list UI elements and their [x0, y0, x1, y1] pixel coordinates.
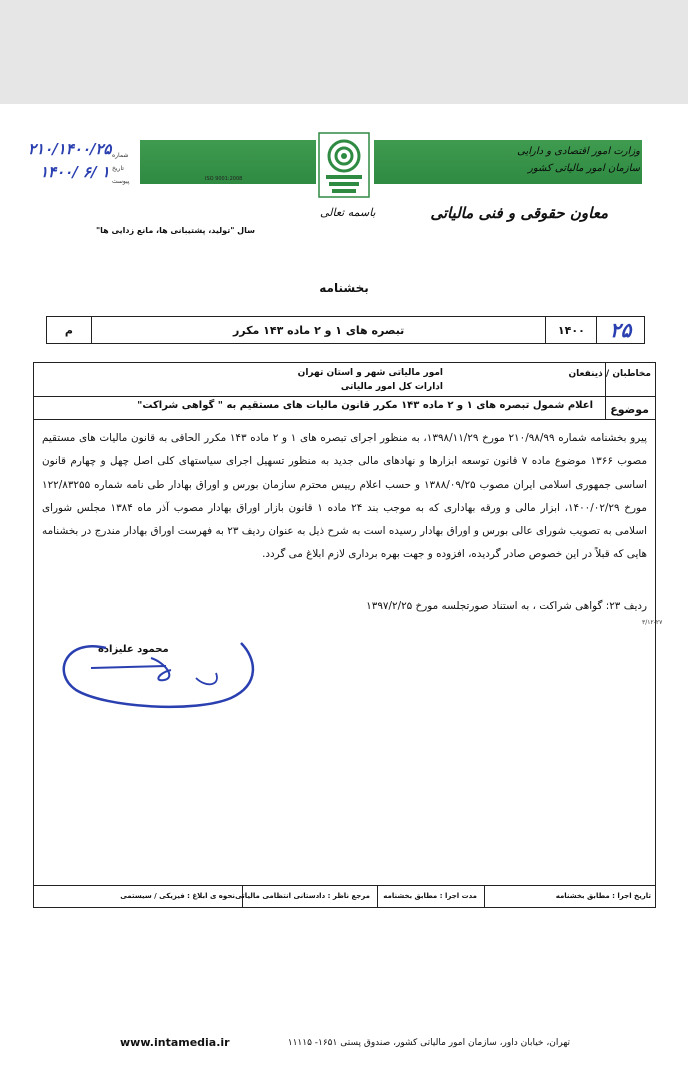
- label-number: شماره: [112, 152, 129, 159]
- signer-name: محمود علیزاده: [98, 644, 169, 655]
- circular-year: ۱۴۰۰: [557, 323, 585, 337]
- website-url: www.intamedia.ir: [120, 1036, 230, 1049]
- footer-sep-1: [484, 885, 485, 907]
- row-item: ردیف ۲۳: گواهی شراکت ، به استناد صورتجلسه مورخ ۱۳۹۷/۲/۲۵: [366, 600, 647, 612]
- top-bar: [0, 0, 688, 104]
- label-date: تاریخ: [112, 165, 124, 172]
- number-row-subject: تبصره های ۱ و ۲ ماده ۱۴۳ مکرر: [232, 323, 405, 337]
- iso-label: ISO 9001:2008: [205, 176, 243, 182]
- footer-sep-2: [377, 885, 378, 907]
- year-cell: [545, 317, 596, 343]
- year-slogan: سال "تولید، پشتیبانی ها، مانع زدایی ها": [96, 226, 255, 235]
- footer-authority: مرجع ناظر : دادستانی انتظامی مالیاتی: [235, 892, 370, 900]
- number-row: [46, 316, 645, 344]
- addressees-label: مخاطبان / ذینفعان: [568, 369, 651, 379]
- label-attachment: پیوست: [112, 178, 130, 185]
- letter-cell: [47, 317, 91, 343]
- postal-address: تهران، خیابان داور، سازمان امور مالیاتی کشور، صندوق پستی ۱۶۵۱- ۱۱۱۱۵: [287, 1038, 570, 1048]
- body-paragraph: [42, 427, 647, 567]
- signature-image: [46, 618, 266, 718]
- addressee-line-1: امور مالیاتی شهر و استان تهران: [297, 368, 443, 378]
- addressee-divider: [34, 396, 655, 397]
- footer-method: نحوه ی ابلاغ : فیزیکی / سیستمی: [120, 892, 235, 900]
- subject-label: موضوع: [610, 403, 649, 416]
- number-cell: [596, 317, 644, 343]
- subject-text: اعلام شمول تبصره های ۱ و ۲ ماده ۱۴۳ مکرر قانون مالیات های مستقیم به " گواهی شراکت": [137, 400, 593, 411]
- subject-cell: [91, 317, 546, 343]
- handwritten-date: ۱۴۰۰/ ۶/ ۱: [40, 163, 110, 181]
- addressee-line-2: ادارات کل امور مالیاتی: [340, 382, 443, 392]
- margin-date: ۳/۱۲-۲۷: [642, 619, 663, 626]
- footer-issue-date: تاریخ اجرا : مطابق بخشنامه: [555, 892, 651, 900]
- organization-name: سازمان امور مالیاتی کشور: [528, 163, 640, 174]
- tax-organization-emblem-icon: [318, 132, 370, 198]
- letter-code: م: [64, 323, 73, 337]
- circular-number: ۲۵: [609, 318, 632, 342]
- footer-duration: مدت اجرا : مطابق بخشنامه: [383, 892, 477, 900]
- ministry-heading: [440, 143, 640, 177]
- basmeh-text: باسمه تعالی: [320, 206, 376, 219]
- circular-body-box: [33, 362, 663, 908]
- footer-divider: [34, 885, 655, 886]
- subject-divider: [34, 419, 655, 420]
- document-title: بخشنامه: [319, 281, 369, 295]
- ministry-name: وزارت امور اقتصادی و دارایی: [517, 146, 640, 157]
- body-text: پیرو بخشنامه شماره ۲۱۰/۹۸/۹۹ مورخ ۱۳۹۸/۱۱/۲۹، به منظور اجرای تبصره های ۱ و ۲ ماده ۱۴۳ مکرر الحاقی به قانون مالیات های مستقیم مصوب ۱۳۶۶ موضوع ماده ۷ قانون توسعه ابزارها و نهادهای مالی جدید به منظور تسهیل اجرای سیاستهای کلی اصل چهل و چهارم قانون اساسی جمهوری اسلامی ایران مصوب ۱۳۸۸/۰۹/۲۵ و حسب اعلام رییس محترم سازمان بورس و اوراق بهادار طی نامه شماره ۱۲۲/۸۳۲۵۵ مورخ ۱۴۰۰/۰۲/۲۹، ابزار مالی و ورقه بهاداری که به موجب بند ۲۴ ماده ۱ قانون بازار اوراق بهادار مصوب آذر ماه ۱۳۸۴ مجلس شورای اسلامی به تصویب شورای عالی بورس و اوراق بهادار رسیده است به شرح ذیل به عنوان ردیف ۲۳ به فهرست اوراق بهادار مندرج در بخشنامه هایی که قبلاً در این خصوص صادر گردیده، افزوده و جهت بهره برداری لازم ابلاغ می گردد.: [42, 432, 648, 561]
- handwritten-number: ۲۱۰/۱۴۰۰/۲۵: [28, 140, 112, 158]
- deputy-title: معاون حقوقی و فنی مالیاتی: [430, 204, 608, 222]
